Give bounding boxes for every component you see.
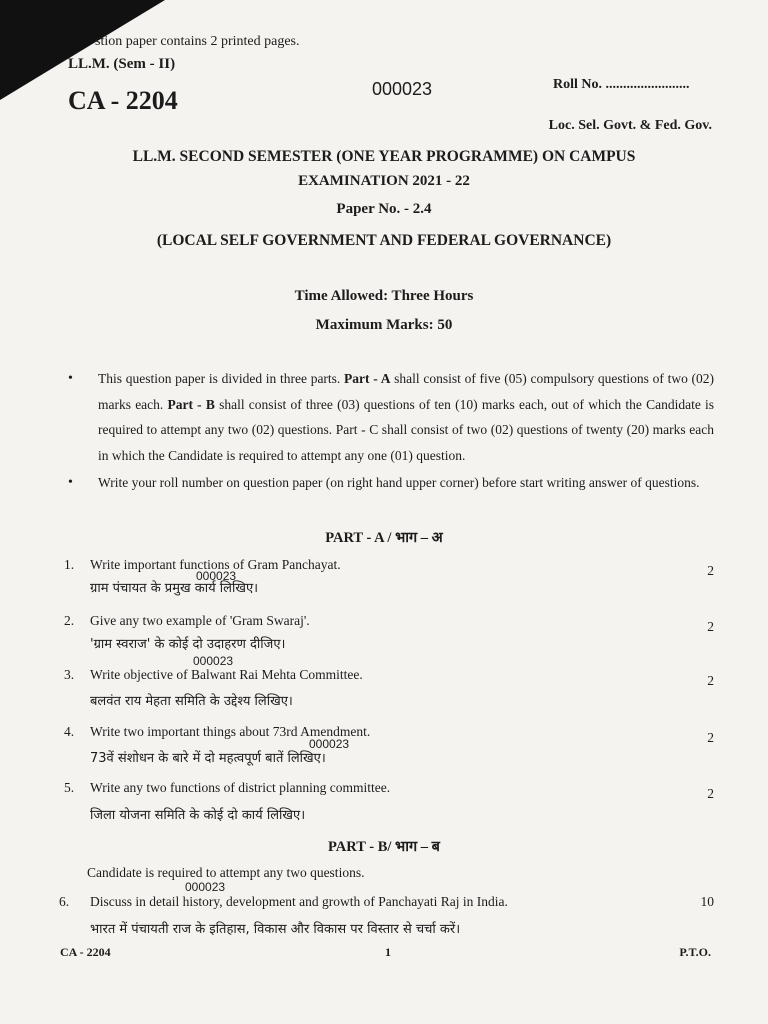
footer-paper-code: CA - 2204 — [60, 945, 111, 959]
part-b-heading: PART - B/ भाग – ब — [328, 839, 440, 855]
question-marks: 2 — [707, 673, 714, 688]
part-b-instruction: Candidate is required to attempt any two questions. — [87, 865, 365, 880]
roll-number-field: Roll No. ........................ — [553, 77, 690, 92]
time-allowed: Time Allowed: Three Hours — [294, 288, 474, 304]
paper-subject: (LOCAL SELF GOVERNMENT AND FEDERAL GOVERNANCE) — [156, 232, 612, 249]
question-marks: 2 — [707, 563, 714, 578]
question-text-hi: जिला योजना समिति के कोई दो कार्य लिखिए। — [90, 808, 306, 823]
footer-pto: P.T.O. — [679, 945, 711, 959]
part-a-heading: PART - A / भाग – अ — [325, 530, 443, 546]
question-text-en: Write important functions of Gram Panchayat. — [90, 557, 341, 572]
exam-year: EXAMINATION 2021 - 22 — [298, 173, 470, 189]
question-marks: 2 — [707, 786, 714, 801]
subject-short-name: Loc. Sel. Govt. & Fed. Gov. — [548, 118, 712, 133]
question-text-en: Discuss in detail history, development and growth of Panchayati Raj in India. — [90, 894, 508, 909]
question-number: 1. — [64, 557, 75, 572]
question-marks: 2 — [707, 730, 714, 745]
instructions — [62, 366, 714, 498]
question-number: 4. — [64, 724, 75, 739]
question-marks: 10 — [700, 894, 714, 909]
course-label: LL.M. (Sem - II) — [68, 56, 176, 72]
question-text-hi: ग्राम पंचायत के प्रमुख कार्य लिखिए। — [90, 581, 259, 596]
footer-page-number: 1 — [385, 945, 391, 959]
bullet-icon: • — [68, 371, 73, 386]
question-number: 3. — [64, 667, 75, 682]
question-text-en: Write any two functions of district planning committee. — [90, 780, 391, 795]
question-number: 2. — [64, 613, 75, 628]
question-number: 6. — [59, 894, 70, 909]
question-text-en: Write objective of Balwant Rai Mehta Committee. — [90, 667, 363, 682]
serial-stamp: 000023 — [193, 654, 234, 668]
question-marks: 2 — [707, 619, 714, 634]
serial-stamp: 000023 — [196, 569, 237, 583]
question-text-hi: भारत में पंचायती राज के इतिहास, विकास और विकास पर विस्तार से चर्चा करें। — [90, 922, 461, 937]
bullet-icon: • — [68, 475, 73, 490]
scan-shadow-corner — [0, 0, 165, 100]
question-text-en: Write two important things about 73rd Amendment. — [90, 724, 371, 739]
serial-stamp: 000023 — [185, 880, 226, 894]
serial-stamp: 000023 — [309, 737, 350, 751]
question-text-hi: 'ग्राम स्वराज' के कोई दो उदाहरण दीजिए। — [90, 637, 286, 652]
exam-title: LL.M. SECOND SEMESTER (ONE YEAR PROGRAMME) ON CAMPUS — [132, 148, 636, 165]
instruction-item: • Write your roll number on question paper (on right hand upper corner) before start writing answer of questions. — [62, 470, 714, 496]
maximum-marks: Maximum Marks: 50 — [315, 317, 453, 333]
serial-number: 000023 — [372, 79, 433, 99]
question-number: 5. — [64, 780, 75, 795]
paper-number: Paper No. - 2.4 — [336, 201, 432, 217]
printed-pages-note: stion paper contains 2 printed pages. — [95, 34, 300, 49]
question-text-hi: 73वें संशोधन के बारे में दो महत्वपूर्ण बातें लिखिए। — [90, 751, 326, 766]
instruction-item: • This question paper is divided in three parts. Part - A shall consist of five (05) compulsory questions of two (02) marks each. Part - B shall consist of three (03) questions of ten (10) marks each, out of which the Candidate is required to attempt any two (02) questions. Part - C shall consist of two (02) questions of twenty (20) marks each in which the Candidate is required to attempt any one (01) question. — [62, 366, 714, 468]
question-text-hi: बलवंत राय मेहता समिति के उद्देश्य लिखिए। — [90, 694, 293, 709]
question-text-en: Give any two example of 'Gram Swaraj'. — [90, 613, 310, 628]
paper-code: CA - 2204 — [68, 86, 178, 115]
